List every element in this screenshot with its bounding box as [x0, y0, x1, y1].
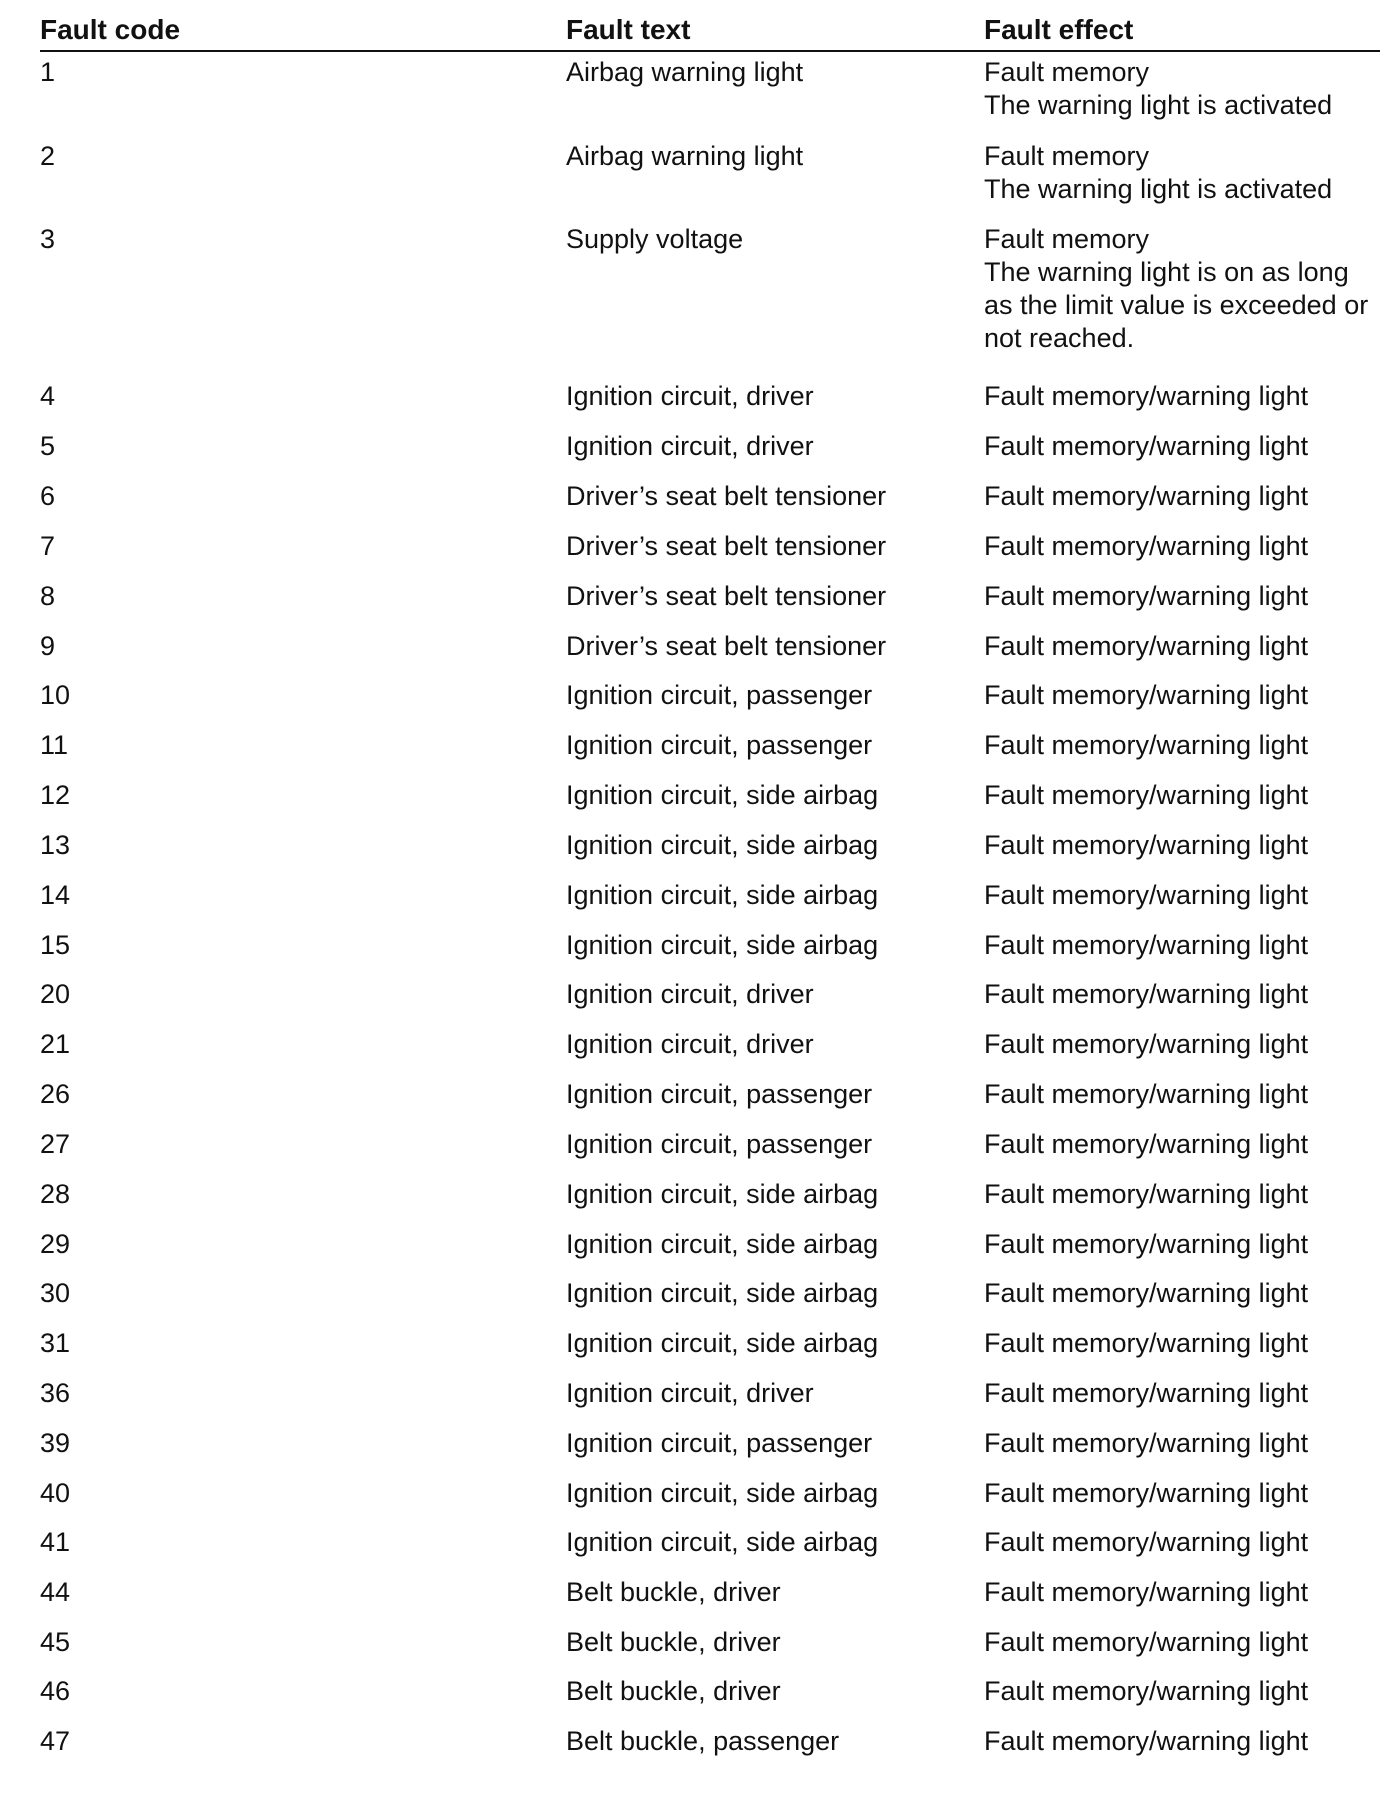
fault-code-cell: 31: [40, 1328, 71, 1358]
fault-text-cell: Ignition circuit, driver: [566, 381, 814, 411]
fault-text-cell: Ignition circuit, side airbag: [566, 1278, 879, 1308]
fault-effect-line: Fault memory/warning light: [984, 1079, 1309, 1109]
fault-code-cell: 29: [40, 1229, 71, 1259]
fault-code-cell: 15: [40, 930, 71, 960]
fault-effect-line: Fault memory/warning light: [984, 581, 1309, 611]
fault-text-cell: Belt buckle, driver: [566, 1676, 781, 1706]
fault-effect-cell: [984, 1178, 1384, 1211]
fault-effect-cell: [984, 779, 1384, 812]
fault-text-cell: Ignition circuit, driver: [566, 431, 814, 461]
fault-effect-cell: [984, 1427, 1384, 1460]
fault-text-cell: Ignition circuit, side airbag: [566, 1179, 879, 1209]
fault-code-cell: 4: [40, 381, 56, 411]
fault-code-cell: 20: [40, 979, 71, 1009]
fault-text-cell: Ignition circuit, side airbag: [566, 1527, 879, 1557]
fault-code-cell: 3: [40, 224, 56, 254]
fault-code-cell: 12: [40, 780, 71, 810]
fault-effect-line: Fault memory/warning light: [984, 1328, 1309, 1358]
fault-effect-line: Fault memory/warning light: [984, 680, 1309, 710]
fault-effect-line: Fault memory/warning light: [984, 930, 1309, 960]
fault-effect-cell: [984, 1626, 1384, 1659]
fault-effect-cell: [984, 978, 1384, 1011]
fault-effect-cell: [984, 380, 1384, 413]
fault-text-cell: Ignition circuit, side airbag: [566, 1328, 879, 1358]
fault-effect-cell: [984, 530, 1384, 563]
fault-effect-line: Fault memory/warning light: [984, 1378, 1309, 1408]
fault-effect-cell: [984, 929, 1384, 962]
fault-effect-cell: [984, 1128, 1384, 1161]
fault-text-cell: Ignition circuit, passenger: [566, 1428, 873, 1458]
fault-text-cell: Ignition circuit, passenger: [566, 680, 873, 710]
fault-text-cell: Driver’s seat belt tensioner: [566, 531, 887, 561]
fault-effect-line: Fault memory/warning light: [984, 1478, 1309, 1508]
fault-effect-cell: [984, 1277, 1384, 1310]
fault-effect-line: Fault memory/warning light: [984, 1129, 1309, 1159]
fault-effect-cell: [984, 630, 1384, 663]
fault-text-cell: Ignition circuit, driver: [566, 979, 814, 1009]
fault-code-cell: 26: [40, 1079, 71, 1109]
fault-effect-line: Fault memory/warning light: [984, 1428, 1309, 1458]
fault-text-cell: Ignition circuit, side airbag: [566, 1478, 879, 1508]
fault-effect-line: Fault memory/warning light: [984, 1726, 1309, 1756]
fault-code-cell: 30: [40, 1278, 71, 1308]
fault-code-cell: 9: [40, 631, 56, 661]
header-fault-effect: Fault effect: [984, 14, 1134, 45]
fault-text-cell: Ignition circuit, side airbag: [566, 930, 879, 960]
fault-text-cell: Belt buckle, driver: [566, 1577, 781, 1607]
fault-text-cell: Airbag warning light: [566, 57, 804, 87]
fault-effect-cell: [984, 729, 1384, 762]
fault-code-cell: 8: [40, 581, 56, 611]
fault-effect-cell: [984, 879, 1384, 912]
fault-text-cell: Ignition circuit, side airbag: [566, 780, 879, 810]
fault-effect-line: Fault memory/warning light: [984, 431, 1309, 461]
fault-effect-line: Fault memory/warning light: [984, 1229, 1309, 1259]
fault-code-cell: 5: [40, 431, 56, 461]
fault-effect-line: not reached.: [984, 323, 1135, 353]
fault-code-cell: 2: [40, 141, 56, 171]
fault-effect-line: Fault memory/warning light: [984, 1179, 1309, 1209]
fault-code-cell: 44: [40, 1577, 71, 1607]
fault-effect-line: Fault memory/warning light: [984, 1676, 1309, 1706]
fault-effect-line: as the limit value is exceeded or: [984, 290, 1369, 320]
fault-code-cell: 21: [40, 1029, 71, 1059]
header-fault-code: Fault code: [40, 14, 181, 45]
fault-text-cell: Ignition circuit, driver: [566, 1029, 814, 1059]
fault-effect-line: Fault memory: [984, 57, 1150, 87]
fault-effect-cell: [984, 1377, 1384, 1410]
fault-text-cell: Ignition circuit, side airbag: [566, 880, 879, 910]
fault-effect-line: Fault memory: [984, 224, 1150, 254]
fault-text-cell: Ignition circuit, passenger: [566, 1129, 873, 1159]
fault-text-cell: Ignition circuit, passenger: [566, 730, 873, 760]
fault-effect-cell: [984, 1228, 1384, 1261]
fault-code-cell: 47: [40, 1726, 71, 1756]
fault-effect-line: The warning light is on as long: [984, 257, 1349, 287]
fault-effect-line: Fault memory/warning light: [984, 880, 1309, 910]
fault-effect-cell: [984, 1526, 1384, 1559]
fault-effect-cell: [984, 223, 1384, 355]
fault-code-cell: 41: [40, 1527, 71, 1557]
fault-effect-line: Fault memory: [984, 141, 1150, 171]
fault-text-cell: Airbag warning light: [566, 141, 804, 171]
fault-text-cell: Ignition circuit, side airbag: [566, 1229, 879, 1259]
fault-text-cell: Ignition circuit, passenger: [566, 1079, 873, 1109]
fault-text-cell: Belt buckle, driver: [566, 1627, 781, 1657]
fault-effect-line: Fault memory/warning light: [984, 730, 1309, 760]
fault-effect-cell: [984, 140, 1384, 206]
fault-code-cell: 46: [40, 1676, 71, 1706]
fault-effect-cell: [984, 1477, 1384, 1510]
fault-effect-line: Fault memory/warning light: [984, 780, 1309, 810]
fault-text-cell: Driver’s seat belt tensioner: [566, 631, 887, 661]
fault-code-cell: 39: [40, 1428, 71, 1458]
fault-text-cell: Supply voltage: [566, 224, 744, 254]
fault-effect-line: Fault memory/warning light: [984, 1527, 1309, 1557]
fault-text-cell: Ignition circuit, driver: [566, 1378, 814, 1408]
fault-code-cell: 11: [40, 730, 69, 760]
fault-code-cell: 7: [40, 531, 56, 561]
table-header: [40, 10, 1380, 52]
fault-effect-line: Fault memory/warning light: [984, 631, 1309, 661]
fault-effect-cell: [984, 580, 1384, 613]
fault-code-cell: 13: [40, 830, 71, 860]
fault-code-cell: 27: [40, 1129, 71, 1159]
fault-code-cell: 36: [40, 1378, 71, 1408]
fault-effect-line: Fault memory/warning light: [984, 531, 1309, 561]
fault-effect-cell: [984, 679, 1384, 712]
fault-effect-cell: [984, 1028, 1384, 1061]
fault-effect-cell: [984, 829, 1384, 862]
fault-effect-line: Fault memory/warning light: [984, 1029, 1309, 1059]
fault-effect-line: The warning light is activated: [984, 174, 1333, 204]
fault-effect-cell: [984, 1725, 1384, 1758]
fault-effect-line: Fault memory/warning light: [984, 830, 1309, 860]
fault-code-cell: 1: [40, 57, 56, 87]
fault-code-cell: 6: [40, 481, 56, 511]
fault-effect-cell: [984, 1675, 1384, 1708]
fault-effect-cell: [984, 1576, 1384, 1609]
fault-code-cell: 45: [40, 1627, 71, 1657]
fault-effect-line: Fault memory/warning light: [984, 1627, 1309, 1657]
fault-code-cell: 40: [40, 1478, 71, 1508]
fault-effect-line: Fault memory/warning light: [984, 481, 1309, 511]
fault-effect-line: Fault memory/warning light: [984, 381, 1309, 411]
fault-code-cell: 14: [40, 880, 71, 910]
fault-effect-cell: [984, 430, 1384, 463]
fault-code-cell: 28: [40, 1179, 71, 1209]
fault-effect-cell: [984, 56, 1384, 122]
fault-effect-line: The warning light is activated: [984, 90, 1333, 120]
fault-text-cell: Belt buckle, passenger: [566, 1726, 840, 1756]
fault-code-cell: 10: [40, 680, 71, 710]
fault-effect-line: Fault memory/warning light: [984, 1577, 1309, 1607]
fault-effect-line: Fault memory/warning light: [984, 979, 1309, 1009]
fault-text-cell: Ignition circuit, side airbag: [566, 830, 879, 860]
fault-effect-cell: [984, 1327, 1384, 1360]
header-fault-text: Fault text: [566, 14, 691, 45]
fault-effect-line: Fault memory/warning light: [984, 1278, 1309, 1308]
fault-effect-cell: [984, 1078, 1384, 1111]
fault-text-cell: Driver’s seat belt tensioner: [566, 481, 887, 511]
fault-text-cell: Driver’s seat belt tensioner: [566, 581, 887, 611]
fault-effect-cell: [984, 480, 1384, 513]
